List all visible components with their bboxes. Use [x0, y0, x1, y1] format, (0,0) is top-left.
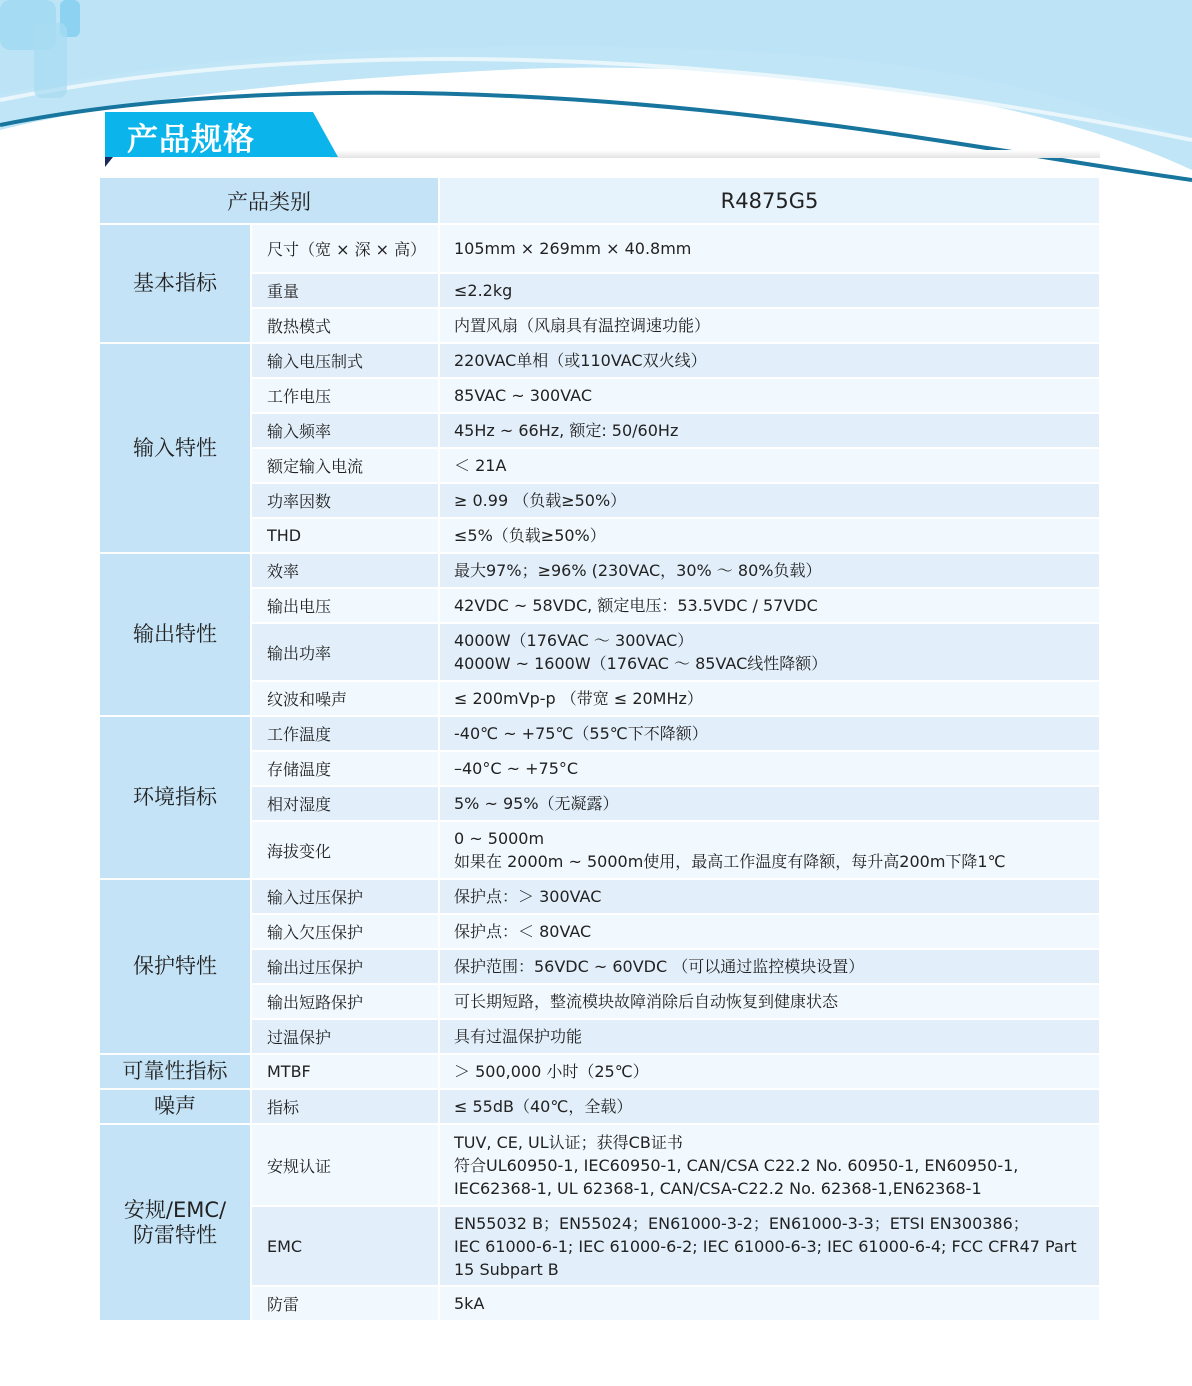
- category-cell: 可靠性指标: [100, 1055, 252, 1090]
- spec-value-line: IEC 61000-6-1; IEC 61000-6-2; IEC 61000-6-3; IEC 61000-6-4; FCC CFR47 Part 15 Subpart B: [454, 1236, 1077, 1279]
- spec-value: [440, 379, 1101, 414]
- spec-value-line: 0 ~ 5000m: [454, 829, 545, 848]
- spec-value-line: 5% ~ 95%（无凝露）: [454, 794, 619, 813]
- spec-name: MTBF: [252, 1055, 440, 1090]
- spec-value: [440, 1207, 1101, 1287]
- spec-value: [440, 915, 1101, 950]
- spec-name: THD: [252, 519, 440, 554]
- category-cell: 安规/EMC/ 防雷特性: [100, 1125, 252, 1322]
- spec-value-line: 4000W ~ 1600W（176VAC ～ 85VAC线性降额）: [454, 654, 828, 673]
- spec-value: [440, 589, 1101, 624]
- spec-value: [440, 1020, 1101, 1055]
- table-row: [100, 344, 1101, 379]
- spec-name: 过温保护: [252, 1020, 440, 1055]
- spec-value-line: ≤ 200mVp-p （带宽 ≤ 20MHz）: [454, 689, 703, 708]
- header-model: R4875G5: [440, 178, 1101, 225]
- spec-name: 输入欠压保护: [252, 915, 440, 950]
- spec-value-line: ≤2.2kg: [454, 281, 513, 300]
- spec-value-line: 85VAC ~ 300VAC: [454, 386, 592, 405]
- spec-value: [440, 985, 1101, 1020]
- spec-value-line: ＜ 21A: [454, 456, 507, 475]
- spec-name: 重量: [252, 274, 440, 309]
- category-cell: 基本指标: [100, 225, 252, 344]
- spec-name: 输出过压保护: [252, 950, 440, 985]
- spec-value-line: 220VAC单相（或110VAC双火线）: [454, 351, 707, 370]
- spec-name: 输入电压制式: [252, 344, 440, 379]
- spec-value: [440, 484, 1101, 519]
- spec-value-line: 保护范围：56VDC ~ 60VDC （可以通过监控模块设置）: [454, 957, 865, 976]
- spec-value: [440, 274, 1101, 309]
- spec-value-line: 符合UL60950-1, IEC60950-1, CAN/CSA C22.2 No. 60950-1, EN60950-1, IEC62368-1, UL 62368-1, CAN/CSA-C22.2 No. 62368-1,EN62368-1: [454, 1155, 1019, 1198]
- table-header-row: [100, 178, 1101, 225]
- spec-name: 输入频率: [252, 414, 440, 449]
- spec-value: [440, 950, 1101, 985]
- spec-name: EMC: [252, 1207, 440, 1287]
- spec-name: 散热模式: [252, 309, 440, 344]
- spec-value-line: 105mm × 269mm × 40.8mm: [454, 239, 692, 258]
- table-row: [100, 225, 1101, 274]
- table-row: [100, 880, 1101, 915]
- spec-name: 输出功率: [252, 624, 440, 682]
- spec-value: [440, 1287, 1101, 1322]
- spec-value: [440, 309, 1101, 344]
- table-row: [100, 554, 1101, 589]
- spec-value: [440, 787, 1101, 822]
- spec-table: [100, 178, 1101, 1322]
- spec-name: 海拔变化: [252, 822, 440, 880]
- table-row: [100, 1055, 1101, 1090]
- spec-value: [440, 225, 1101, 274]
- spec-name: 工作电压: [252, 379, 440, 414]
- spec-name: 安规认证: [252, 1125, 440, 1207]
- category-cell: 环境指标: [100, 717, 252, 880]
- spec-name: 输出电压: [252, 589, 440, 624]
- category-cell: 噪声: [100, 1090, 252, 1125]
- banner-fold: [105, 157, 113, 167]
- spec-value: [440, 822, 1101, 880]
- header-label: 产品类别: [100, 178, 440, 225]
- spec-name: 效率: [252, 554, 440, 589]
- spec-value-line: ≤5%（负载≥50%）: [454, 526, 606, 545]
- category-cell: 输入特性: [100, 344, 252, 554]
- spec-name: 输入过压保护: [252, 880, 440, 915]
- spec-name: 防雷: [252, 1287, 440, 1322]
- spec-name: 纹波和噪声: [252, 682, 440, 717]
- spec-name: 输出短路保护: [252, 985, 440, 1020]
- category-cell: 输出特性: [100, 554, 252, 717]
- spec-value-line: 45Hz ~ 66Hz, 额定: 50/60Hz: [454, 421, 679, 440]
- spec-value-line: -40℃ ~ +75℃（55℃下不降额）: [454, 724, 708, 743]
- spec-value: [440, 1055, 1101, 1090]
- spec-value-line: 保护点：＜ 80VAC: [454, 922, 592, 941]
- spec-value-line: 保护点：＞ 300VAC: [454, 887, 602, 906]
- table-row: [100, 717, 1101, 752]
- spec-value: [440, 449, 1101, 484]
- section-title: 产品规格: [127, 122, 255, 158]
- spec-name: 指标: [252, 1090, 440, 1125]
- spec-value-line: ≥ 0.99 （负载≥50%）: [454, 491, 627, 510]
- spec-name: 存储温度: [252, 752, 440, 787]
- spec-value-line: TUV, CE, UL认证；获得CB证书: [454, 1132, 683, 1152]
- spec-value: [440, 752, 1101, 787]
- spec-value-line: ≤ 55dB（40℃，全载）: [454, 1097, 633, 1116]
- spec-value-line: EN55032 B；EN55024；EN61000-3-2；EN61000-3-3；ETSI EN300386；: [454, 1213, 1029, 1233]
- spec-value: [440, 717, 1101, 752]
- spec-name: 相对湿度: [252, 787, 440, 822]
- spec-value-line: 如果在 2000m ~ 5000m使用，最高工作温度有降额，每升高200m下降1℃: [454, 852, 1006, 871]
- spec-value: [440, 554, 1101, 589]
- spec-value-line: 可长期短路，整流模块故障消除后自动恢复到健康状态: [454, 992, 839, 1011]
- spec-name: 功率因数: [252, 484, 440, 519]
- title-underline: [330, 150, 1100, 158]
- spec-value: [440, 344, 1101, 379]
- spec-name: 尺寸（宽 × 深 × 高）: [252, 225, 440, 274]
- spec-value: [440, 880, 1101, 915]
- spec-value-line: 最大97%；≥96% (230VAC，30% ～ 80%负载）: [454, 561, 822, 580]
- spec-name: 工作温度: [252, 717, 440, 752]
- spec-value-line: 42VDC ~ 58VDC, 额定电压：53.5VDC / 57VDC: [454, 596, 818, 615]
- spec-value-line: 4000W（176VAC ～ 300VAC）: [454, 631, 694, 650]
- spec-value: [440, 519, 1101, 554]
- spec-value-line: 5kA: [454, 1294, 485, 1313]
- spec-value-line: 具有过温保护功能: [454, 1027, 583, 1046]
- spec-value-line: 内置风扇（风扇具有温控调速功能）: [454, 316, 711, 335]
- category-cell: 保护特性: [100, 880, 252, 1055]
- spec-value: [440, 624, 1101, 682]
- table-row: [100, 1090, 1101, 1125]
- header-wave-background: [0, 0, 1192, 200]
- spec-value: [440, 1125, 1101, 1207]
- table-row: [100, 1125, 1101, 1207]
- spec-value: [440, 414, 1101, 449]
- spec-value-line: –40°C ~ +75°C: [454, 759, 579, 778]
- spec-value-line: ＞ 500,000 小时（25℃）: [454, 1062, 649, 1081]
- spec-name: 额定输入电流: [252, 449, 440, 484]
- spec-value: [440, 682, 1101, 717]
- spec-value: [440, 1090, 1101, 1125]
